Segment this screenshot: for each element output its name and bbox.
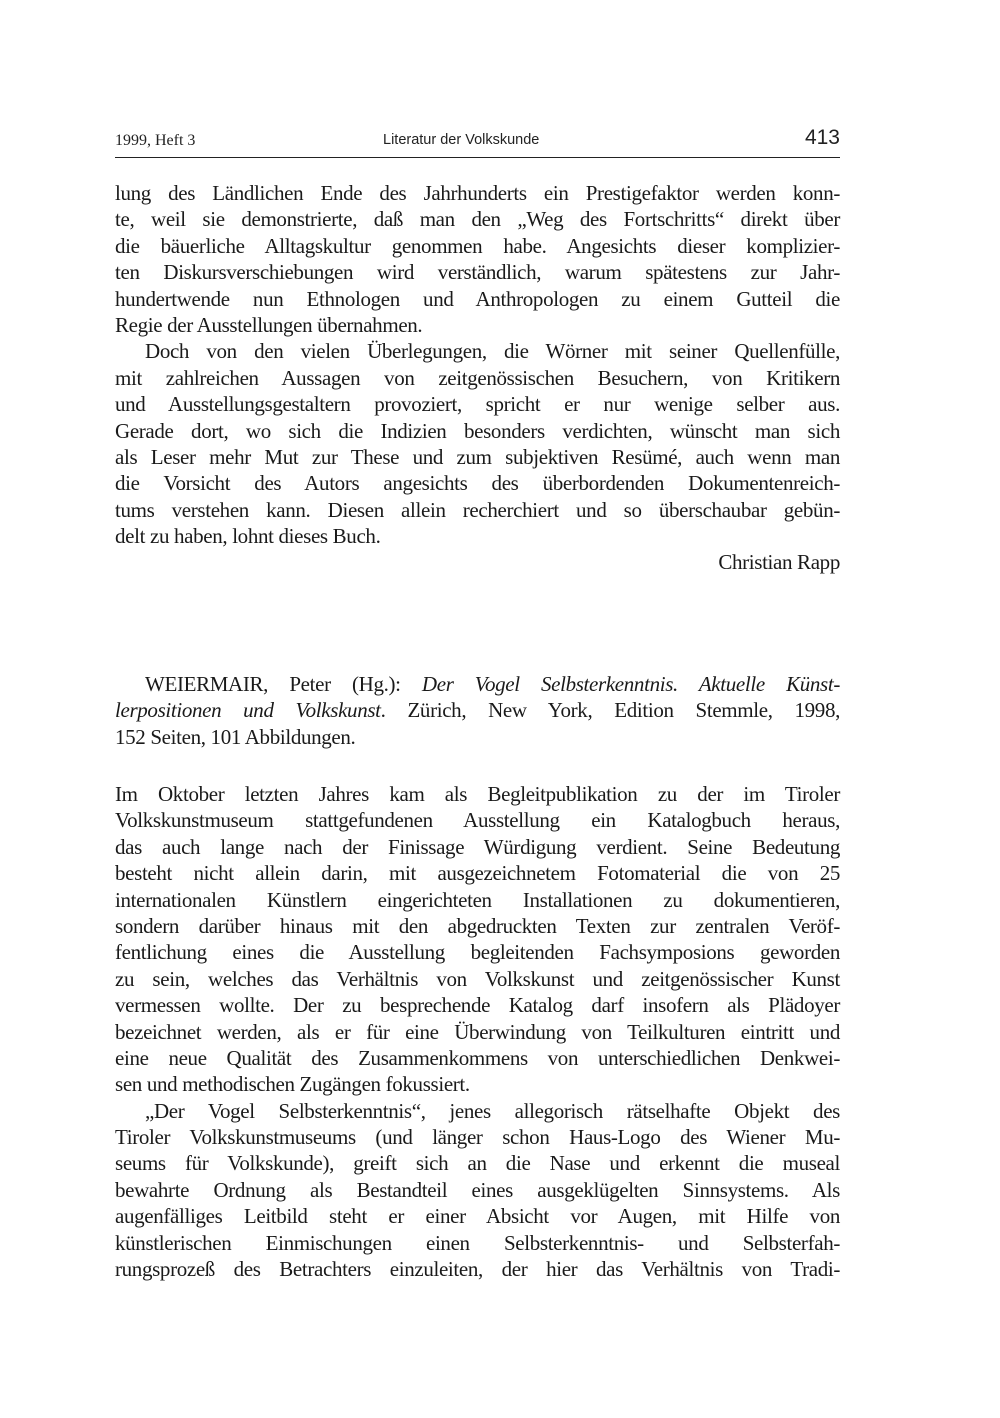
text-line: hundertwende nun Ethnologen und Anthropologen zu einem Gutteil die [115,286,840,311]
text-line: internationalen Künstlern eingerichteten Installationen zu dokumentieren, [115,887,840,912]
text-line: bezeichnet werden, als er für eine Überwindung von Teilkulturen eintritt und [115,1019,840,1044]
review-2-paragraph-1 [115,781,840,1098]
text-line: vermessen wollte. Der zu besprechende Katalog darf insofern als Plädoyer [115,993,840,1018]
bib-publisher: . Zürich, New York, Edition Stemmle, 1998, [380,698,840,723]
text-line: Regie der Ausstellungen übernahmen. [115,312,423,337]
text-line: Gerade dort, wo sich die Indizien besonders verdichten, wünscht man sich [115,418,840,443]
text-line: bewahrte Ordnung als Bestandteil eines ausgeklügelten Sinnsystems. Als [115,1177,840,1202]
text-line: fentlichung eines die Ausstellung begleitenden Fachsymposions geworden [115,940,840,965]
text-line: die bäuerliche Alltagskultur genommen habe. Angesichts dieser komplizier- [115,233,840,258]
text-line: zu sein, welches das Verhältnis von Volkskunst und zeitgenössischer Kunst [115,966,840,991]
running-header [115,126,840,156]
text-line: Tiroler Volkskunstmuseums (und länger schon Haus-Logo des Wiener Mu- [115,1125,840,1150]
text-line: delt zu haben, lohnt dieses Buch. [115,524,381,549]
section-title: Literatur der Volkskunde [383,132,540,148]
text-line: te, weil sie demonstrierte, daß man den „Weg des Fortschritts“ direkt über [115,207,840,232]
review-2 [115,781,840,1282]
text-line: als Leser mehr Mut zur These und zum subjektiven Resümé, auch wenn man [115,444,840,469]
text-line: eine neue Qualität des Zusammenkommens von unterschiedlichen Denkwei- [115,1045,840,1070]
bibliographic-entry [115,671,840,750]
review-1-paragraph-1 [115,180,840,338]
text-line: die Vorsicht des Autors angesichts des überbordenden Dokumentenreich- [115,471,840,496]
bib-line-1 [115,671,840,697]
text-line: seums für Volkskunde), greift sich an die Nase und erkennt die museal [115,1151,840,1176]
text-line: mit zahlreichen Aussagen von zeitgenössischen Besuchern, von Kritikern [115,365,840,390]
bib-title: Der Vogel Selbsterkenntnis. Aktuelle Künst- [421,672,840,696]
bib-author: WEIERMAIR, Peter (Hg.): [145,672,422,696]
text-line: rungsprozeß des Betrachters einzuleiten, der hier das Verhältnis von Tradi- [115,1257,840,1282]
header-rule [115,157,840,159]
issue-label: 1999, Heft 3 [115,132,196,149]
review-2-paragraph-2 [115,1098,840,1283]
text-line: Im Oktober letzten Jahres kam als Begleitpublikation zu der im Tiroler [115,782,840,806]
text-line: Volkskunstmuseum stattgefundenen Ausstellung ein Katalogbuch heraus, [115,808,840,833]
text-line: besteht nicht allein darin, mit ausgezeichnetem Fotomaterial die von 25 [115,861,840,886]
bib-title-cont: lerpositionen und Volkskunst [115,698,381,723]
reviewer-signature: Christian Rapp [718,550,840,575]
text-line: das auch lange nach der Finissage Würdigung verdient. Seine Bedeutung [115,834,840,859]
text-line: sen und methodischen Zugängen fokussiert. [115,1072,470,1097]
text-line: Doch von den vielen Überlegungen, die Wörner mit seiner Quellenfülle, [145,339,840,364]
bib-line-2 [115,697,840,723]
bib-line-3: 152 Seiten, 101 Abbildungen. [115,724,356,749]
review-1 [115,180,840,576]
text-line: tums verstehen kann. Diesen allein recherchiert und so überschaubar gebün- [115,497,840,522]
page-number: 413 [804,126,840,149]
text-line: „Der Vogel Selbsterkenntnis“, jenes allegorisch rätselhafte Objekt des [145,1098,840,1123]
review-1-paragraph-2 [115,338,840,549]
text-line: sondern darüber hinaus mit den abgedruckten Texten zur zentralen Veröf- [115,913,840,938]
text-line: und Ausstellungsgestaltern provoziert, spricht er nur wenige selber aus. [115,392,840,417]
text-line: lung des Ländlichen Ende des Jahrhunderts ein Prestigefaktor werden konn- [115,181,840,205]
text-line: künstlerischen Einmischungen einen Selbsterkenntnis- und Selbsterfah- [115,1230,840,1255]
text-line: augenfälliges Leitbild steht er einer Absicht vor Augen, mit Hilfe von [115,1204,840,1229]
text-line: ten Diskursverschiebungen wird verständlich, warum spätestens zur Jahr- [115,260,840,285]
